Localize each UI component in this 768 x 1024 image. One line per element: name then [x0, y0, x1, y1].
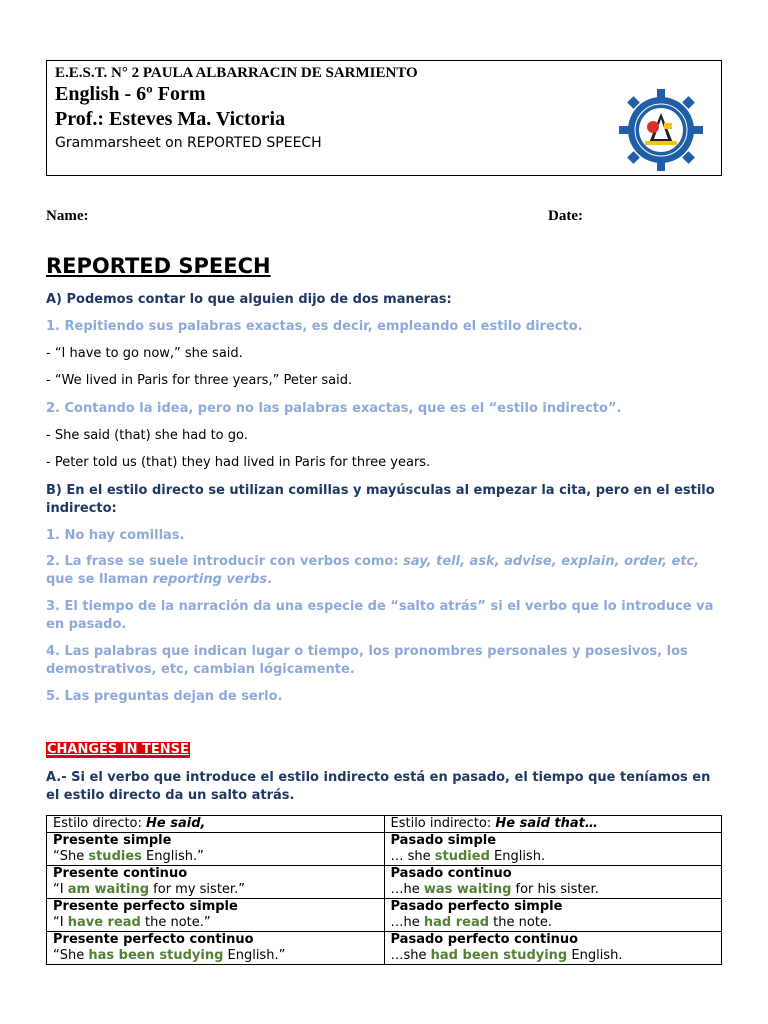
page-title: REPORTED SPEECH	[46, 254, 271, 278]
header-indirect	[384, 816, 722, 833]
sheet-subtitle: Grammarsheet on REPORTED SPEECH	[55, 135, 322, 151]
sentence-pre: “I	[53, 882, 68, 897]
header-box	[46, 60, 722, 176]
direct-cell	[47, 932, 385, 965]
table-row	[47, 932, 722, 965]
section-a-heading: A) Podemos contar lo que alguien dijo de dos maneras:	[46, 292, 452, 307]
sentence-post: English.”	[223, 948, 286, 963]
tense-name: Pasado perfecto continuo	[390, 932, 579, 947]
direct-cell	[47, 833, 385, 866]
table-header-row	[47, 816, 722, 833]
teacher-name: Prof.: Esteves Ma. Victoria	[55, 108, 286, 130]
sentence-pre: “I	[53, 915, 68, 930]
verb: have read	[67, 915, 141, 930]
sentence-post: English.	[567, 948, 623, 963]
header-indirect-label: Estilo indirecto:	[390, 816, 496, 831]
table-row	[47, 866, 722, 899]
sentence-pre: …he	[390, 882, 424, 897]
indirect-cell	[384, 932, 722, 965]
sentence-pre: “She	[53, 948, 89, 963]
sentence-pre: …she	[390, 948, 431, 963]
tense-table	[46, 815, 722, 965]
section-b-point-5: 5. Las preguntas dejan de serlo.	[46, 689, 283, 704]
example-1: - “I have to go now,” she said.	[46, 346, 243, 361]
direct-cell	[47, 899, 385, 932]
example-3: - She said (that) she had to go.	[46, 428, 248, 443]
header-direct	[47, 816, 385, 833]
section-b-point-1: 1. No hay comillas.	[46, 528, 185, 543]
table-row	[47, 899, 722, 932]
verb: was waiting	[423, 882, 512, 897]
point-2-verbs: say, tell, ask, advise, explain, order, etc,	[403, 554, 700, 569]
indirect-cell	[384, 833, 722, 866]
point-2-text-a: 2. La frase se suele introducir con verbos como:	[46, 554, 404, 569]
indirect-cell	[384, 866, 722, 899]
tense-name: Pasado perfecto simple	[390, 899, 563, 914]
point-2-reporting-verbs: reporting verbs	[152, 572, 268, 587]
verb: has been studying	[88, 948, 224, 963]
sentence-post: for his sister.	[511, 882, 599, 897]
verb: am waiting	[67, 882, 150, 897]
changes-intro: A.- Si el verbo que introduce el estilo indirecto está en pasado, el tiempo que teníamos en el estilo directo da un salto atrás.	[46, 770, 711, 803]
course-title: English - 6º Form	[55, 83, 206, 105]
direct-cell	[47, 866, 385, 899]
school-name: E.E.S.T. N° 2 PAULA ALBARRACIN DE SARMIENTO	[55, 65, 418, 81]
tense-name: Presente continuo	[53, 866, 188, 881]
sentence-post: the note.	[489, 915, 553, 930]
tense-name: Presente perfecto simple	[53, 899, 238, 914]
verb: studied	[434, 849, 490, 864]
section-b-point-3: 3. El tiempo de la narración da una especie de “salto atrás” si el verbo que lo introduce va en pasado.	[46, 599, 714, 632]
example-2: - “We lived in Paris for three years,” Peter said.	[46, 373, 353, 388]
header-direct-example: He said,	[146, 816, 206, 831]
sentence-post: the note.”	[140, 915, 211, 930]
verb: had been studying	[430, 948, 568, 963]
tense-name: Pasado continuo	[390, 866, 512, 881]
example-4: - Peter told us (that) they had lived in Paris for three years.	[46, 455, 431, 470]
header-indirect-example: He said that…	[495, 816, 598, 831]
verb: studies	[88, 849, 142, 864]
indirect-cell	[384, 899, 722, 932]
point-2-text-e: .	[267, 572, 273, 587]
section-a-point-1: 1. Repitiendo sus palabras exactas, es decir, empleando el estilo directo.	[46, 319, 583, 334]
sentence-post: English.	[489, 849, 546, 864]
sentence-pre: … she	[390, 849, 435, 864]
table-row	[47, 833, 722, 866]
section-b-point-2	[46, 553, 722, 589]
tense-name: Pasado simple	[390, 833, 497, 848]
changes-in-tense-label: CHANGES IN TENSE	[47, 742, 189, 757]
verb: had read	[423, 915, 490, 930]
point-2-text-c: que se llaman	[46, 572, 153, 587]
section-b-point-4: 4. Las palabras que indican lugar o tiempo, los pronombres personales y posesivos, los demostrativos, etc, cambian lógicamente.	[46, 644, 688, 677]
school-gear-emblem-icon	[617, 87, 705, 173]
sentence-pre: …he	[390, 915, 424, 930]
tense-name: Presente perfecto continuo	[53, 932, 254, 947]
tense-name: Presente simple	[53, 833, 172, 848]
section-a-point-2: 2. Contando la idea, pero no las palabras exactas, que es el “estilo indirecto”.	[46, 401, 622, 416]
section-b-heading: B) En el estilo directo se utilizan comillas y mayúsculas al empezar la cita, pero en el estilo indirecto:	[46, 483, 715, 516]
sentence-post: English.”	[141, 849, 204, 864]
header-direct-label: Estilo directo:	[53, 816, 147, 831]
sentence-pre: “She	[53, 849, 89, 864]
sentence-post: for my sister.”	[149, 882, 245, 897]
name-label: Name:	[46, 208, 89, 224]
date-label: Date:	[548, 208, 583, 224]
